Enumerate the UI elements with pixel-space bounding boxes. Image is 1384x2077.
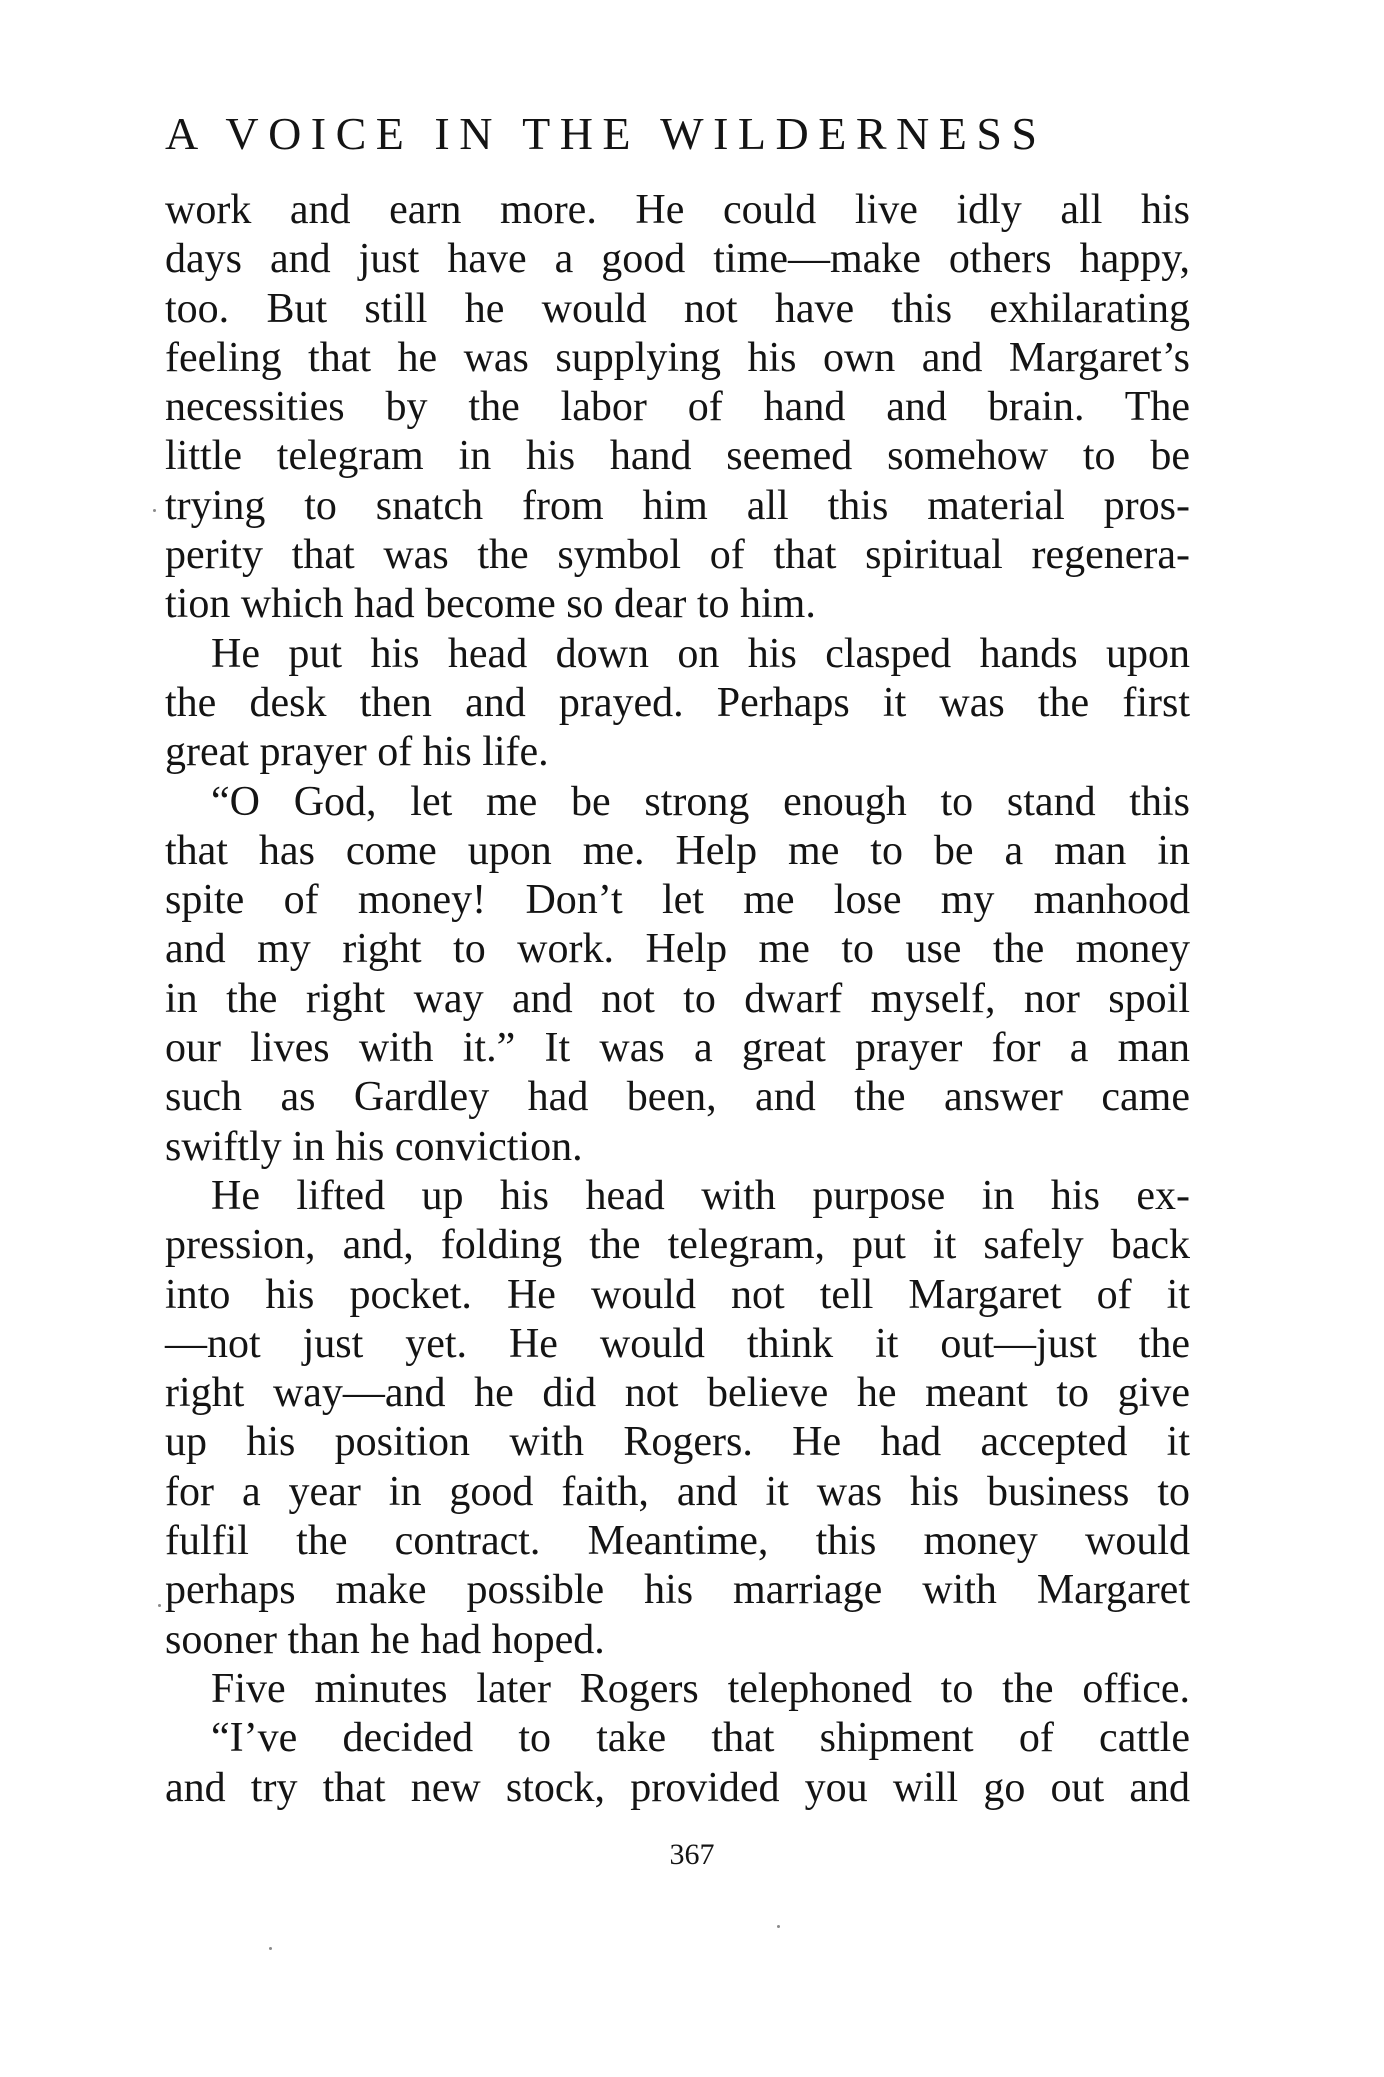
page-number: 367: [669, 1838, 715, 1871]
text-line: perhaps make possible his marriage with Margaret: [165, 1567, 1190, 1614]
paper-speck: [777, 1925, 780, 1928]
text-line: such as Gardley had been, and the answer came: [165, 1074, 1190, 1121]
paper-speck: [153, 509, 156, 512]
text-line: tion which had become so dear to him.: [165, 581, 816, 628]
text-line: right way—and he did not believe he meant to give: [165, 1370, 1190, 1417]
text-line: swiftly in his conviction.: [165, 1123, 583, 1170]
text-line: fulfil the contract. Meantime, this money would: [165, 1518, 1190, 1565]
text-line: work and earn more. He could live idly all his: [165, 187, 1190, 233]
body-text: [165, 186, 1190, 1813]
paper-speck: [158, 1604, 161, 1607]
text-line: feeling that he was supplying his own and Margaret’s: [165, 334, 1190, 381]
text-line: —not just yet. He would think it out—just the: [165, 1320, 1190, 1367]
text-line: He put his head down on his clasped hands upon: [211, 630, 1190, 677]
text-line: Five minutes later Rogers telephoned to the office.: [211, 1665, 1190, 1712]
text-line: the desk then and prayed. Perhaps it was the first: [165, 679, 1190, 726]
text-line: perity that was the symbol of that spiritual regenera-: [165, 532, 1190, 579]
text-line: too. But still he would not have this exhilarating: [165, 285, 1190, 332]
paper-speck: [269, 1947, 272, 1950]
text-line: necessities by the labor of hand and brain. The: [165, 384, 1190, 431]
text-line: for a year in good faith, and it was his business to: [165, 1468, 1190, 1515]
text-line: trying to snatch from him all this material pros-: [165, 482, 1190, 529]
text-line: spite of money! Don’t let me lose my manhood: [165, 877, 1190, 924]
text-line: little telegram in his hand seemed somehow to be: [165, 433, 1190, 480]
text-line: days and just have a good time—make others happy,: [165, 236, 1190, 283]
text-line: great prayer of his life.: [165, 729, 549, 776]
text-line: sooner than he had hoped.: [165, 1616, 605, 1663]
running-head: A VOICE IN THE WILDERNESS: [165, 108, 1047, 159]
text-line: “I’ve decided to take that shipment of cattle: [211, 1715, 1190, 1762]
text-line: pression, and, folding the telegram, put it safely back: [165, 1222, 1190, 1269]
text-line: that has come upon me. Help me to be a man in: [165, 827, 1190, 874]
text-line: “O God, let me be strong enough to stand this: [211, 778, 1190, 825]
text-line: in the right way and not to dwarf myself, nor spoil: [165, 975, 1190, 1022]
text-line: He lifted up his head with purpose in his ex-: [211, 1172, 1190, 1219]
text-line: our lives with it.” It was a great prayer for a man: [165, 1025, 1190, 1072]
text-line: up his position with Rogers. He had accepted it: [165, 1419, 1190, 1466]
text-line: and my right to work. Help me to use the money: [165, 926, 1190, 973]
text-line: into his pocket. He would not tell Margaret of it: [165, 1271, 1190, 1318]
text-line: and try that new stock, provided you will go out and: [165, 1764, 1190, 1811]
